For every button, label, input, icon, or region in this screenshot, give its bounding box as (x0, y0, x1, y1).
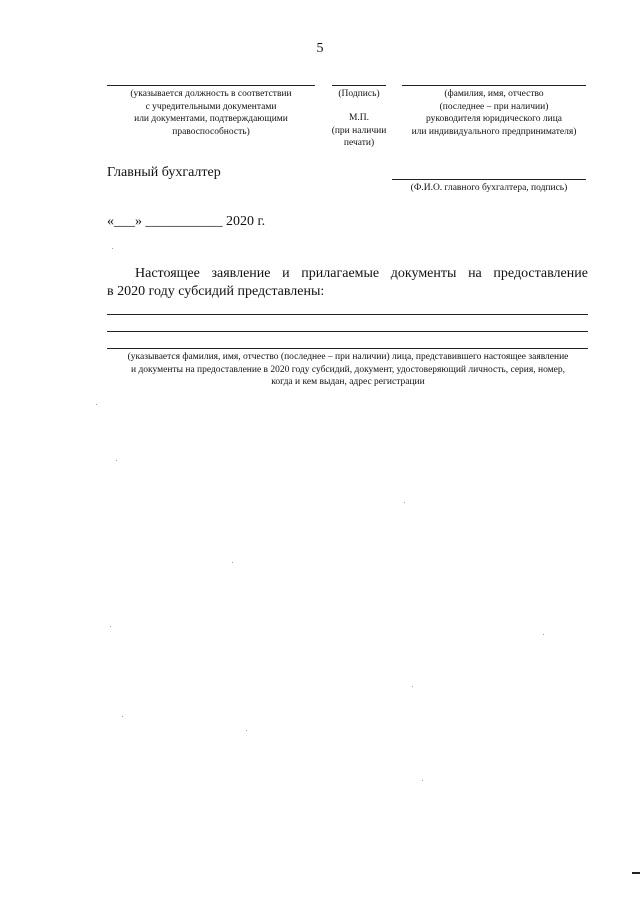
name-caption: (фамилия, имя, отчество (последнее – при наличии) руководителя юридического лица или индивидуального предпринимателя) (411, 89, 577, 137)
scan-speck (232, 562, 233, 563)
scan-speck (112, 248, 113, 249)
page-number: 5 (316, 41, 324, 56)
date-line: «___» ___________ 2020 г. (107, 214, 266, 229)
applicant-line-1 (107, 314, 588, 315)
signature-line (332, 85, 386, 86)
scan-speck (246, 730, 247, 731)
scan-speck (412, 686, 413, 687)
scan-speck (122, 716, 123, 717)
scan-speck (543, 634, 544, 635)
scan-speck (404, 502, 405, 503)
scan-edge-mark (632, 872, 640, 874)
applicant-line-2 (107, 331, 588, 332)
scan-speck (422, 780, 423, 781)
statement-line-1: Настоящее заявление и прилагаемые документы на предоставление (135, 266, 588, 281)
signature-caption: (Подпись) (338, 89, 380, 99)
scan-speck (116, 460, 117, 461)
position-line (107, 85, 315, 86)
name-line (402, 85, 586, 86)
position-caption: (указывается должность в соответствии с учредительными документами или документами, подтверждающими правоспособность) (130, 89, 292, 137)
applicant-line-3 (107, 348, 588, 349)
scan-speck (110, 626, 111, 627)
scan-speck (96, 404, 97, 405)
chief-accountant-label: Главный бухгалтер (107, 165, 221, 180)
chief-accountant-line (392, 179, 586, 180)
chief-accountant-caption: (Ф.И.О. главного бухгалтера, подпись) (410, 183, 568, 193)
applicant-caption: (указывается фамилия, имя, отчество (последнее – при наличии) лица, представившего настоящее заявление и документы на предоставление в 2020 году субсидий, документ, удостоверяющий личность, серия, номер, когда и кем выдан, адрес регистрации (127, 352, 569, 387)
stamp-caption: М.П. (при наличии печати) (331, 113, 387, 148)
statement-line-2: в 2020 году субсидий представлены: (107, 284, 325, 299)
